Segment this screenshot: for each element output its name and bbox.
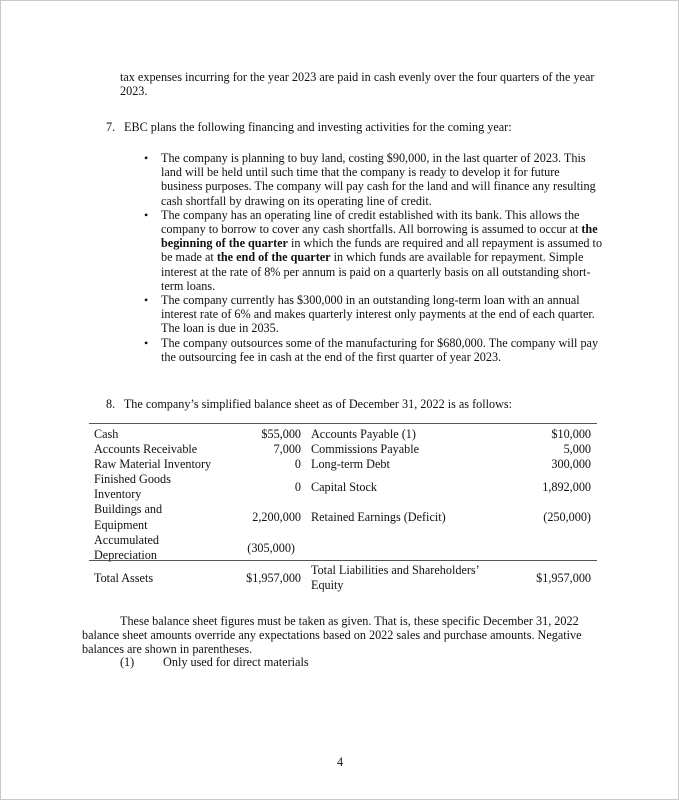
liability-label-total-line2: Equity: [311, 578, 344, 592]
intro-paragraph: tax expenses incurring for the year 2023 are paid in cash evenly over the four quarters of the year 2023.: [120, 70, 595, 99]
liability-label-cp: Commissions Payable: [311, 442, 419, 456]
financing-bullet-list: [144, 151, 604, 364]
bullet-icon: •: [144, 335, 149, 350]
equity-label-cs: Capital Stock: [311, 480, 378, 494]
asset-label-total: Total Assets: [94, 571, 154, 585]
asset-label-fgi-line1: Finished Goods: [94, 472, 171, 486]
asset-value-rmi: 0: [294, 457, 301, 471]
asset-label-be-line2: Equipment: [94, 518, 148, 532]
asset-label-fgi-line2: Inventory: [94, 487, 142, 501]
liability-value-ap: $10,000: [551, 427, 591, 441]
bullet-text: The company has an operating line of credit established with its bank. This allows the company to borrow to cover any cash shortfalls. All borrowing is assumed to occur at the beginning of the quarter in which the funds are required and all repayment is assumed to be made at the end of the quarter in which funds are available for repayment. Simple interest at the rate of 8% per annum is paid on a quarterly basis on all outstanding short-term loans.: [161, 207, 603, 293]
bold-phrase: the beginning of the quarter: [161, 222, 598, 251]
liability-value-cp: 5,000: [563, 442, 591, 456]
bullet-icon: •: [144, 293, 149, 308]
liability-label-ap: Accounts Payable (1): [311, 427, 416, 441]
item-8-number: 8.: [106, 397, 116, 411]
asset-value-be: 2,200,000: [252, 510, 301, 524]
footnote-text: Only used for direct materials: [163, 655, 309, 669]
bullet-line-of-credit: [144, 208, 604, 293]
balance-sheet-note: These balance sheet figures must be taken as given. That is, these specific December 31, 2022 balance sheet amounts override any expectations based on 2022 sales and purchase amounts. Negative balances are shown in parentheses.: [82, 614, 582, 657]
item-7-text: EBC plans the following financing and investing activities for the coming year:: [124, 120, 512, 134]
asset-value-cash: $55,000: [261, 427, 301, 441]
bullet-text: The company outsources some of the manufacturing for $680,000. The company will pay the outsourcing fee in cash at the end of the first quarter of year 2023.: [161, 335, 599, 364]
bullet-long-term-loan: [144, 293, 604, 336]
equity-label-re: Retained Earnings (Deficit): [311, 510, 446, 524]
bullet-outsourcing: [144, 336, 604, 364]
asset-label-rmi: Raw Material Inventory: [94, 457, 212, 471]
equity-value-cs: 1,892,000: [542, 480, 591, 494]
item-7-heading: [106, 120, 596, 134]
asset-label-cash: Cash: [94, 427, 119, 441]
item-7-number: 7.: [106, 120, 116, 134]
bullet-text: The company currently has $300,000 in an outstanding long-term loan with an annual interest rate of 6% and makes quarterly interest only payments at the end of each quarter. The loan is due in 2035.: [161, 293, 595, 336]
liability-label-total-line1: Total Liabilities and Shareholders’: [311, 563, 480, 577]
asset-value-ar: 7,000: [273, 442, 301, 456]
bold-phrase: the end of the quarter: [216, 250, 331, 265]
liability-value-total: $1,957,000: [536, 571, 591, 585]
page-number: 4: [336, 755, 344, 769]
table-total-rule: [89, 560, 597, 561]
equity-value-re: (250,000): [543, 510, 591, 524]
item-8-text: The company’s simplified balance sheet as of December 31, 2022 is as follows:: [123, 397, 513, 411]
table-top-rule: [89, 423, 597, 424]
asset-label-ad-line1: Accumulated: [94, 533, 159, 547]
asset-value-total: $1,957,000: [246, 571, 301, 585]
asset-label-ad-line2: Depreciation: [94, 548, 157, 562]
item-8-heading: [106, 397, 606, 411]
liability-label-ltd: Long-term Debt: [311, 457, 390, 471]
asset-value-fgi: 0: [294, 480, 301, 494]
footnote-mark: (1): [120, 655, 135, 669]
bullet-icon: •: [144, 151, 149, 165]
liability-value-ltd: 300,000: [551, 457, 591, 471]
asset-label-ar: Accounts Receivable: [94, 442, 198, 456]
footnote: [120, 655, 520, 669]
bullet-land-purchase: [144, 151, 604, 208]
bullet-icon: •: [144, 207, 149, 222]
asset-value-ad: (305,000): [247, 541, 295, 555]
asset-label-be-line1: Buildings and: [94, 502, 163, 516]
bullet-text: The company is planning to buy land, costing $90,000, in the last quarter of 2023. This land will be held until such time that the company is ready to develop it for future business purposes. The company will pay cash for the land and will finance any resulting cash shortfall by drawing on its operating line of credit.: [161, 151, 596, 208]
